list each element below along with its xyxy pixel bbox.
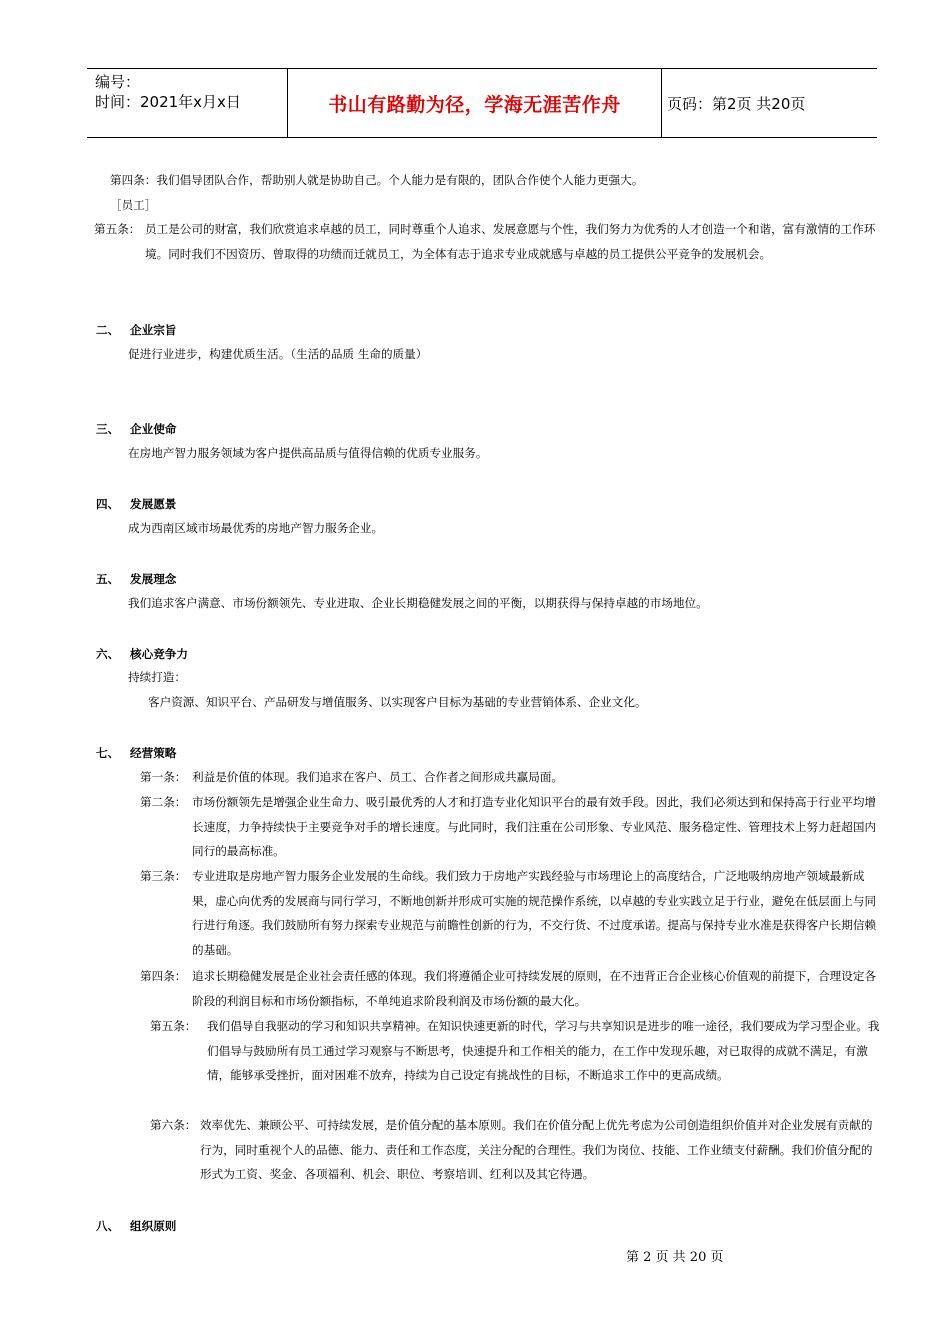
section-number: 三、 xyxy=(96,422,120,436)
article-label: 第四条： xyxy=(140,969,187,983)
section-number: 八、 xyxy=(96,1219,120,1233)
header-divider xyxy=(661,69,662,137)
article-5-text: 员工是公司的财富，我们欣赏追求卓越的员工，同时尊重个人追求、发展意愿与个性，我们努力为优秀的人才创造一个和谐，富有激情的工作环境。同时我们不因资历、曾取得的功绩而迁就员工，为全体有志于追求专业成就感与卓越的员工提供公平竞争的发展机会。 xyxy=(145,222,876,261)
page-footer: 第 2 页 共 20 页 xyxy=(626,1250,724,1265)
doc-time-label: 时间：2021年x月x日 xyxy=(95,93,241,111)
section-title: 企业宗旨 xyxy=(130,323,177,337)
article-4: 第四条：我们倡导团队合作，帮助别人就是协助自己。个人能力是有限的，团队合作使个人能力更强大。 xyxy=(110,173,644,187)
article-text: 追求长期稳健发展是企业社会责任感的体现。我们将遵循企业可持续发展的原则，在不违背正合企业核心价值观的前提下，合理设定各阶段的利润目标和市场份额指标，不单纯追求阶段利润及市场份额的最大化。 xyxy=(192,969,877,1008)
section-title: 经营策略 xyxy=(130,746,177,760)
section-title: 核心竞争力 xyxy=(130,647,188,661)
page-header xyxy=(87,68,877,138)
section-text: 我们追求客户满意、市场份额领先、专业进取、企业长期稳健发展之间的平衡，以期获得与保持卓越的市场地位。 xyxy=(128,596,708,610)
article-label: 第六条： xyxy=(150,1118,197,1132)
header-motto: 书山有路勤为径，学海无涯苦作舟 xyxy=(328,93,621,116)
section-number: 二、 xyxy=(96,323,120,337)
article-label: 第一条： xyxy=(140,770,187,784)
header-meta xyxy=(95,72,285,112)
article-text: 利益是价值的体现。我们追求在客户、员工、合作者之间形成共赢局面。 xyxy=(192,770,564,784)
section-number: 五、 xyxy=(96,572,120,586)
section-text: 客户资源、知识平台、产品研发与增值服务、以实现客户目标为基础的专业营销体系、企业文化。 xyxy=(148,695,647,709)
article-text: 我们倡导自我驱动的学习和知识共享精神。在知识快速更新的时代，学习与共享知识是进步的唯一途径，我们要成为学习型企业。我们倡导与鼓励所有员工通过学习观察与不断思考，快速提升和工作相关的能力，在工作中发现乐趣，对已取得的成就不满足，有激情，能够承受挫折，面对困难不放弃，持续为自己设定有挑战性的目标，不断追求工作中的更高成绩。 xyxy=(207,1019,880,1082)
section-heading xyxy=(96,1218,176,1234)
section-heading xyxy=(96,571,176,587)
article-text: 效率优先、兼顾公平、可持续发展，是价值分配的基本原则。我们在价值分配上优先考虑为公司创造组织价值并对企业发展有贡献的行为，同时重视个人的品德、能力、责任和工作态度，关注分配的合理性。我们为岗位、技能、工作业绩支付薪酬。我们价值分配的形式为工资、奖金、各项福利、机会、职位、考察培训、红利以及其它待遇。 xyxy=(200,1118,873,1181)
section-heading xyxy=(96,421,176,437)
section-heading xyxy=(96,745,176,761)
article-text: 专业进取是房地产智力服务企业发展的生命线。我们致力于房地产实践经验与市场理论上的高度结合，广泛地吸纳房地产领域最新成果，虚心向优秀的发展商与同行学习，不断地创新并形成可实施的规范操作系统，以卓越的专业实践立足于行业，避免在低层面上与同行进行角逐。我们鼓励所有努力探索专业规范与前瞻性创新的行为，不交行货、不过度承诺。提高与保持专业水准是获得客户长期信赖的基础。 xyxy=(192,869,877,957)
section-subtext: 持续打造： xyxy=(128,670,186,684)
article-label: 第五条： xyxy=(150,1019,197,1033)
section-text: 促进行业进步，构建优质生活。（生活的品质 生命的质量） xyxy=(128,347,428,361)
section-title: 发展理念 xyxy=(130,572,177,586)
article-5-label: 第五条： xyxy=(94,222,141,236)
article-text: 市场份额领先是增强企业生命力、吸引最优秀的人才和打造专业化知识平台的最有效手段。因此，我们必须达到和保持高于行业平均增长速度，力争持续快于主要竞争对手的增长速度。与此同时，我们注重在公司形象、专业风范、服务稳定性、管理技术上努力赶超国内同行的最高标准。 xyxy=(192,795,877,858)
section-number: 七、 xyxy=(96,746,120,760)
section-text: 成为西南区域市场最优秀的房地产智力服务企业。 xyxy=(128,521,384,535)
section-number: 四、 xyxy=(96,497,120,511)
doc-code-label: 编号： xyxy=(95,73,141,91)
section-heading xyxy=(96,496,176,512)
section-text: 在房地产智力服务领域为客户提供高品质与值得信赖的优质专业服务。 xyxy=(128,446,488,460)
header-page-label: 页码：第2页 共20页 xyxy=(667,94,806,113)
section-number: 六、 xyxy=(96,647,120,661)
section-heading xyxy=(96,646,188,662)
article-label: 第三条： xyxy=(140,869,187,883)
article-label: 第二条： xyxy=(140,795,187,809)
staff-tag: ［员工］ xyxy=(110,198,157,212)
section-title: 发展愿景 xyxy=(130,497,177,511)
section-heading xyxy=(96,322,176,338)
section-title: 组织原则 xyxy=(130,1219,177,1233)
section-title: 企业使命 xyxy=(130,422,177,436)
